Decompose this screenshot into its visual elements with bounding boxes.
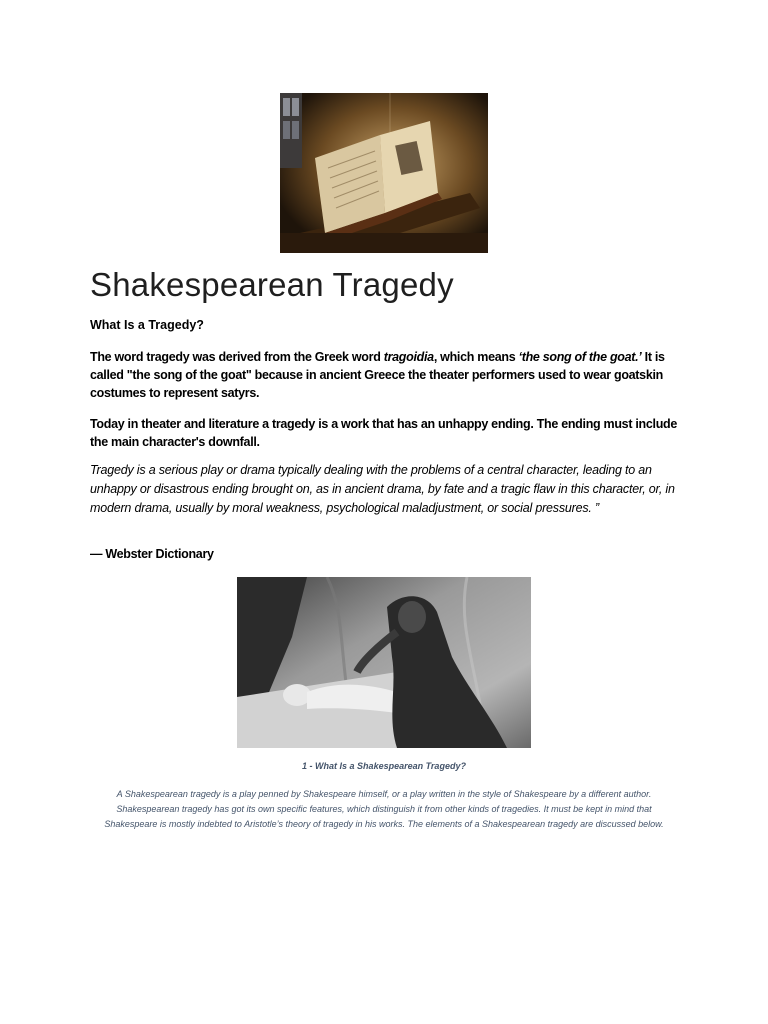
body-text: A Shakespearean tragedy is a play penned by Shakespeare himself, or a play written in the style of Shakespeare by a different author. Shakespearean tragedy has got its own specific features, which distinguish it from other kinds of tragedies. It must be kept in mind that Shakespeare is mostly indebted to Aristotle’s theory of tragedy in his works. The elements of a Shakespearean tragedy are discussed below. (104, 789, 664, 829)
meaning-quote: ‘the song of the goat.’ (518, 350, 642, 364)
open-book-image (280, 93, 488, 253)
paragraph-text: The word tragedy was derived from the Greek word (90, 350, 384, 364)
dictionary-quote: Tragedy is a serious play or drama typically dealing with the problems of a central character, leading to an unhappy or disastrous ending brought on, as in ancient drama, by fate and a tragic flaw in this character, or, in modern drama, usually by moral weakness, psychological maladjustment, or social pressures. ” (90, 463, 675, 515)
quote-attribution: — Webster Dictionary (90, 547, 214, 561)
paragraph-etymology (90, 348, 690, 402)
document-title: Shakespearean Tragedy (90, 266, 454, 303)
greek-word: tragoidia (383, 350, 434, 364)
paragraph-text: It is called "the song of the goat" because in ancient Greece the theater performers used to wear goatskin costumes to represent satyrs. (90, 350, 665, 400)
section-subheading: What Is a Tragedy? (90, 318, 204, 332)
paragraph-text: , which means (433, 350, 519, 364)
figure-caption: 1 - What Is a Shakespearean Tragedy? (302, 761, 466, 771)
paragraph-definition: Today in theater and literature a tragedy is a work that has an unhappy ending. The ending must include the main character's downfall. (90, 417, 678, 449)
tragedy-scene-image (237, 577, 531, 748)
